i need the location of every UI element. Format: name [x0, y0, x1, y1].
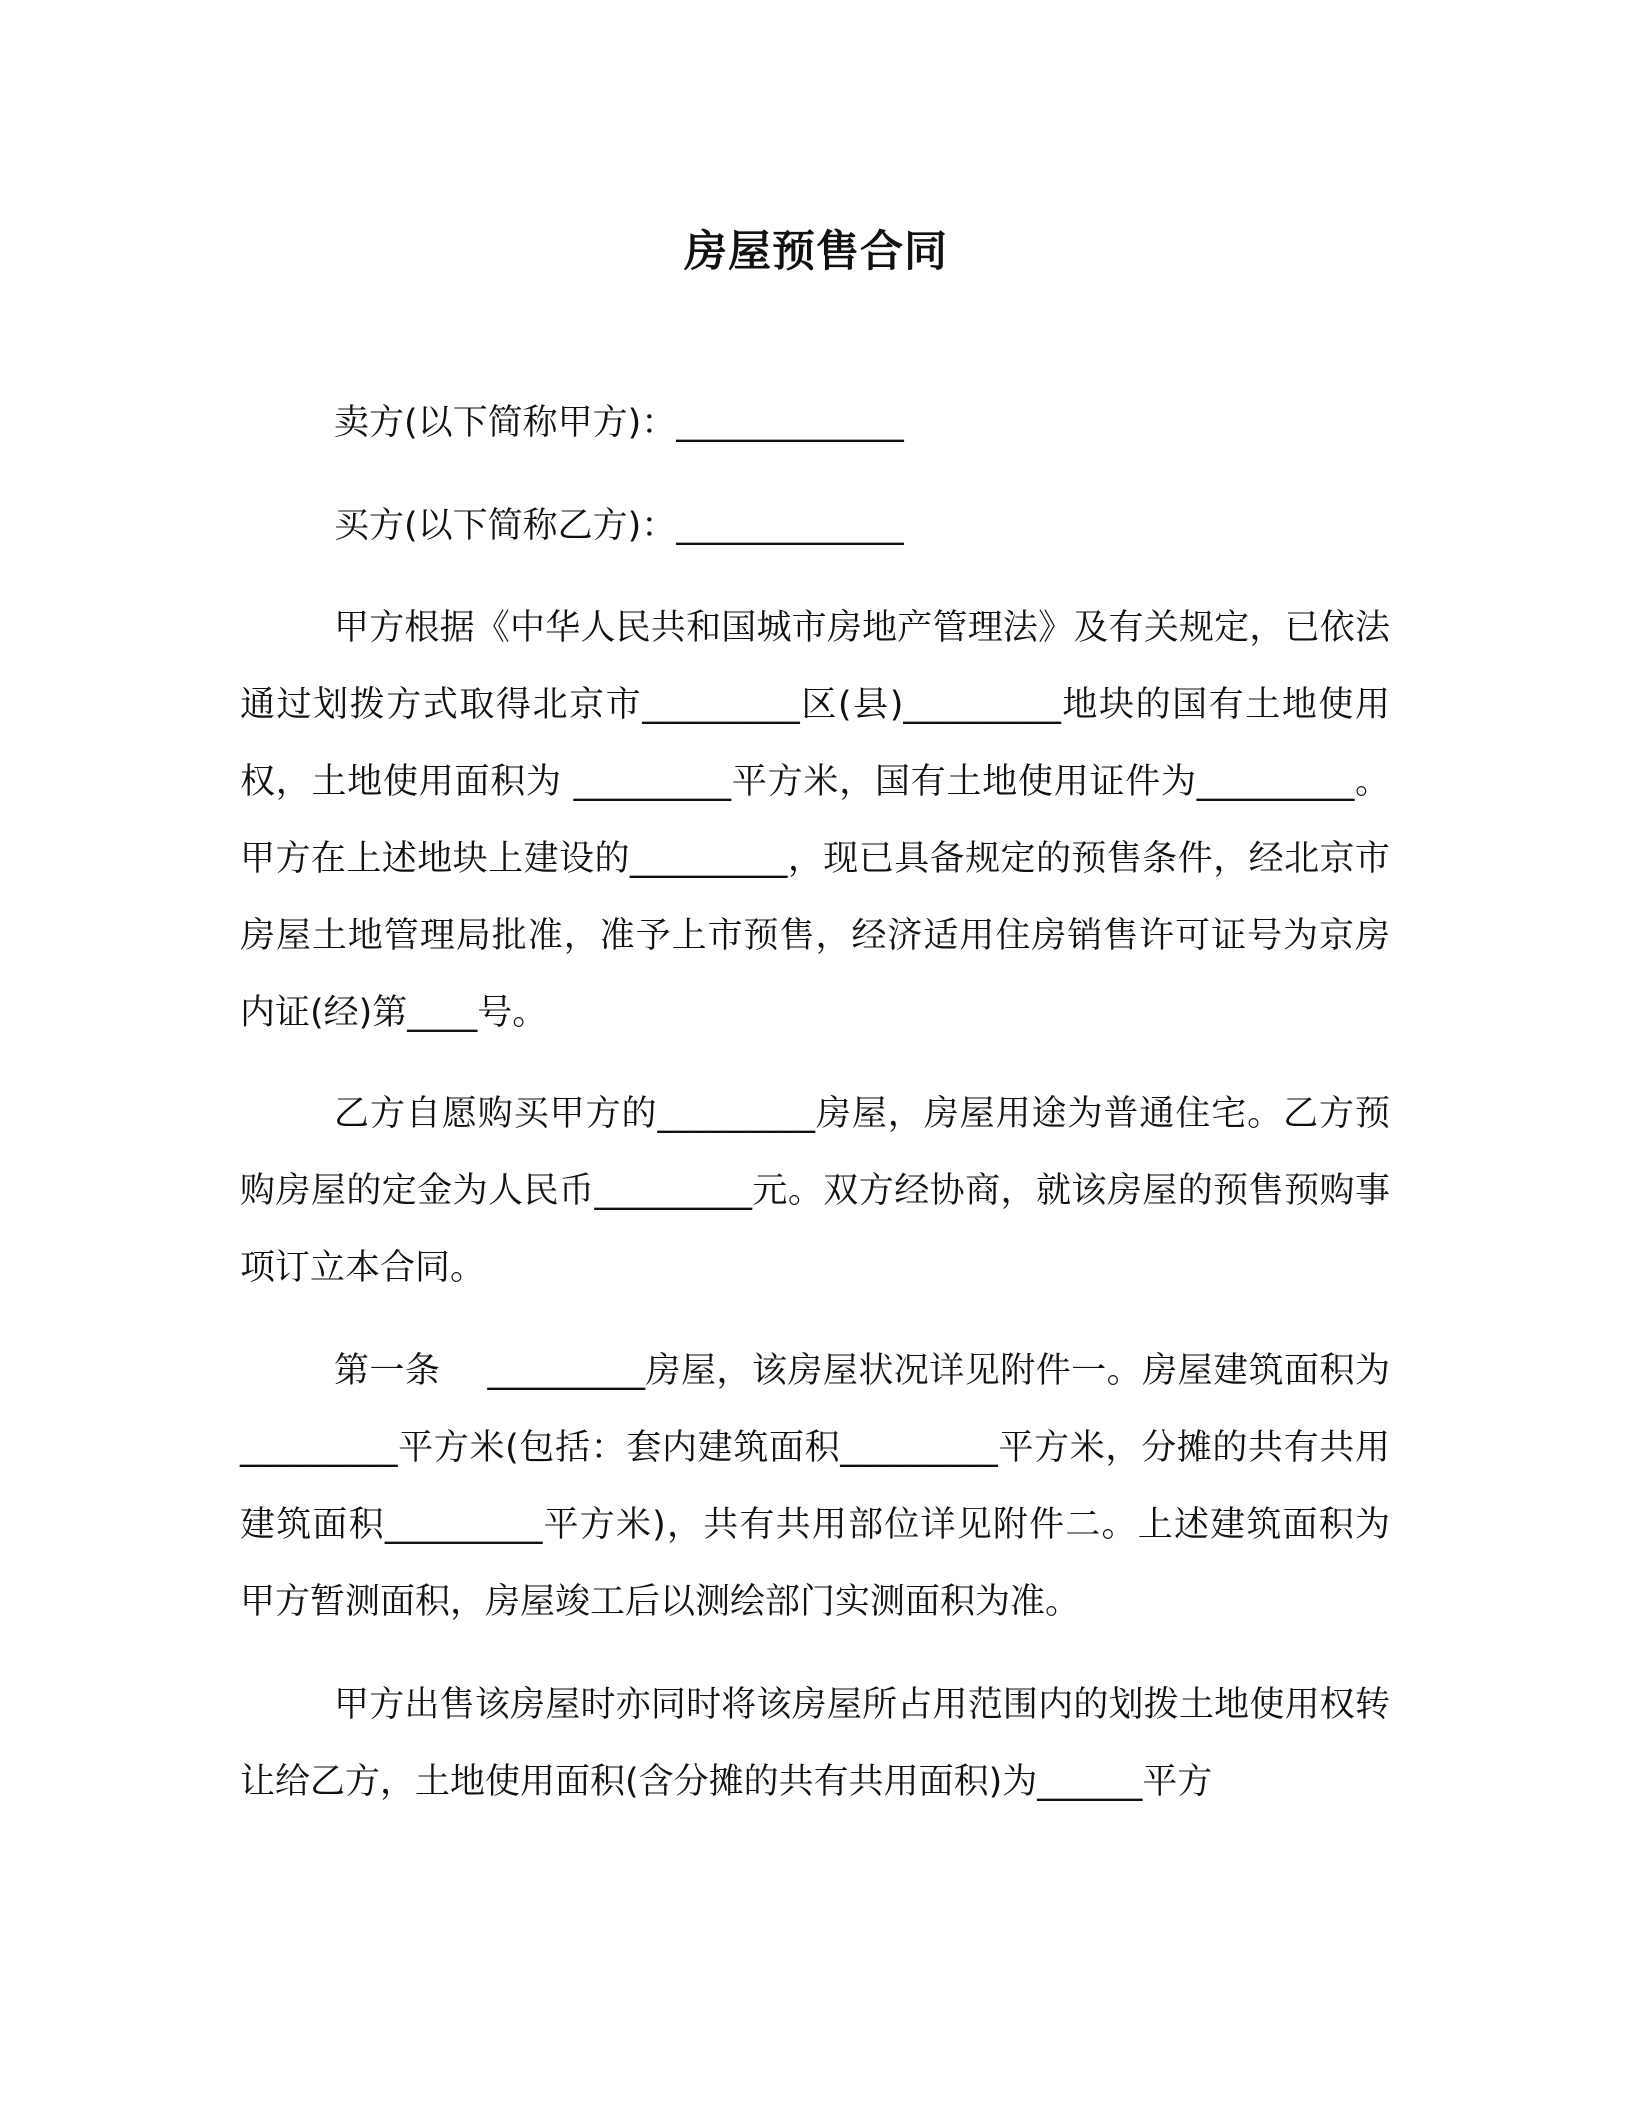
- seller-line: 卖方(以下简称甲方)：_____________: [334, 403, 904, 443]
- paragraph-purchase: 乙方自愿购买甲方的_________房屋，房屋用途为普通住宅。乙方预购房屋的定金为人民币_________元。双方经协商，就该房屋的预售预购事项订立本合同。: [240, 1094, 1390, 1288]
- buyer-line: 买方(以下简称乙方)：_____________: [334, 506, 904, 546]
- paragraph-land-use: 甲方根据《中华人民共和国城市房地产管理法》及有关规定，已依法通过划拨方式取得北京市_________区(县)_________地块的国有土地使用权，土地使用面积为 _________平方米，国有土地使用证件为_________。甲方在上述地块上建设的_________，现已具备规定的预售条件，经北京市房屋土地管理局批准，准予上市预售，经济适用住房销售许可证号为京房内证(经)第____号。: [240, 608, 1390, 1033]
- document-title: 房屋预售合同: [684, 227, 948, 277]
- paragraph-land-transfer: 甲方出售该房屋时亦同时将该房屋所占用范围内的划拨土地使用权转让给乙方，土地使用面积(含分摊的共有共用面积)为______平方: [240, 1685, 1390, 1802]
- paragraph-article-one: 第一条 _________房屋，该房屋状况详见附件一。房屋建筑面积为_________平方米(包括：套内建筑面积_________平方米，分摊的共有共用建筑面积_________平方米)，共有共用部位详见附件二。上述建筑面积为甲方暂测面积，房屋竣工后以测绘部门实测面积为准。: [240, 1351, 1390, 1622]
